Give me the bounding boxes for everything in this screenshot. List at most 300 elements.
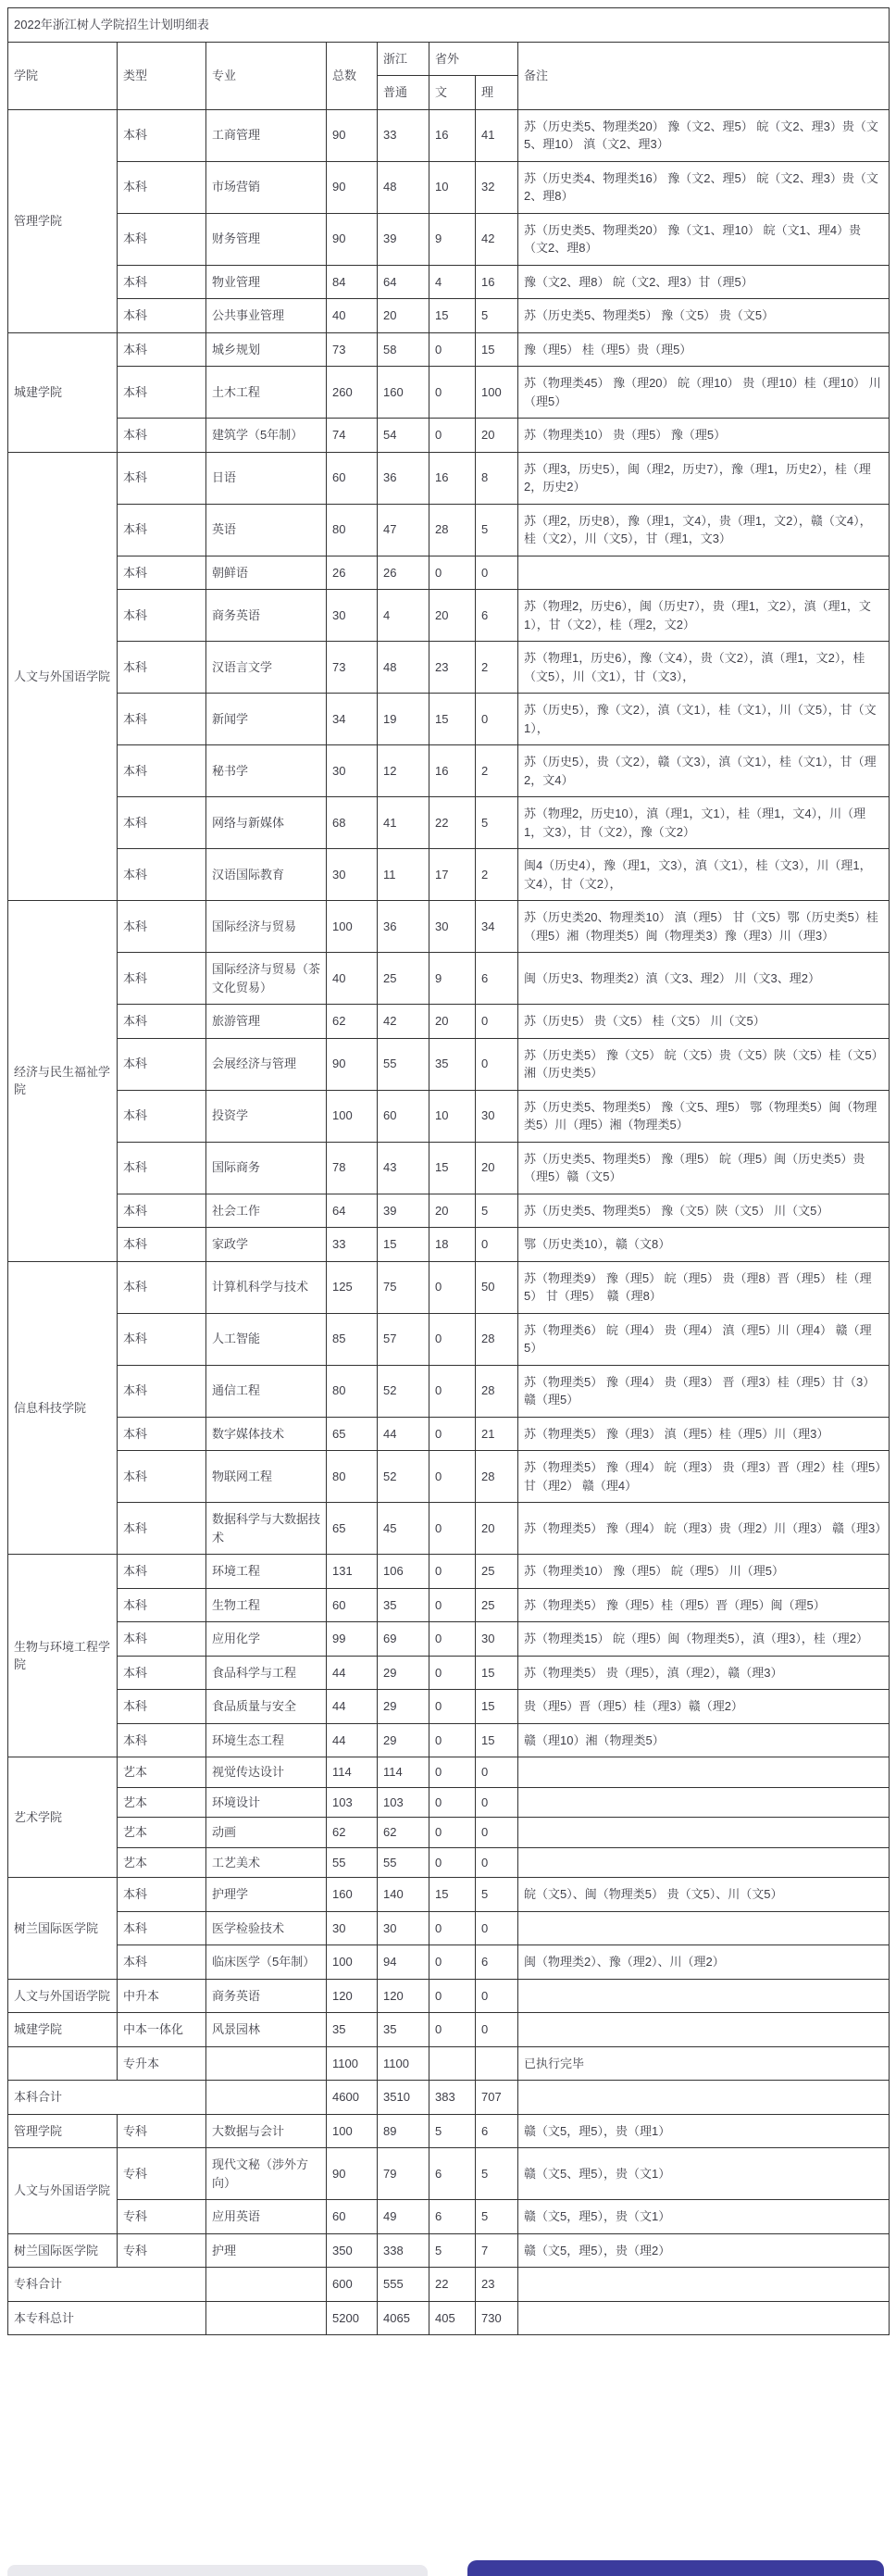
total-cell: 84 — [327, 265, 378, 299]
type-cell: 本科 — [118, 109, 206, 161]
zhejiang-regular-cell: 75 — [378, 1261, 429, 1313]
outside-science-cell: 0 — [476, 1228, 518, 1262]
remark-cell: 苏（理2，历史8），豫（理1，文4），贵（理1，文2），赣（文4），桂（文2），川（文5），甘（理1，文3） — [518, 504, 890, 556]
table-row — [8, 590, 890, 642]
type-cell: 中升本 — [118, 1979, 206, 2013]
zhejiang-regular-cell: 49 — [378, 2200, 429, 2234]
outside-arts-cell: 16 — [429, 452, 476, 504]
major-cell: 护理学 — [206, 1878, 327, 1912]
table-row — [8, 2148, 890, 2200]
summary-row — [8, 2301, 890, 2335]
remark-cell: 豫（理5） 桂（理5）贵（理5） — [518, 332, 890, 367]
outside-science-cell: 100 — [476, 367, 518, 419]
outside-science-cell: 0 — [476, 1911, 518, 1945]
outside-arts-cell: 0 — [429, 1945, 476, 1980]
type-cell: 本科 — [118, 1228, 206, 1262]
major-cell: 计算机科学与技术 — [206, 1261, 327, 1313]
zhejiang-regular-cell: 26 — [378, 556, 429, 590]
type-cell: 本科 — [118, 1417, 206, 1451]
total-cell: 260 — [327, 367, 378, 419]
remark-cell: 苏（历史类4、物理类16） 豫（文2、理5） 皖（文2、理3）贵（文2、理8） — [518, 161, 890, 213]
outside-science-cell: 28 — [476, 1313, 518, 1365]
total-cell: 64 — [327, 1194, 378, 1228]
outside-arts-cell: 15 — [429, 1878, 476, 1912]
total-cell: 65 — [327, 1417, 378, 1451]
outside-science-cell: 28 — [476, 1451, 518, 1503]
zhejiang-regular-cell: 41 — [378, 797, 429, 849]
table-row — [8, 797, 890, 849]
total-cell: 34 — [327, 694, 378, 745]
remark-cell: 苏（历史类5、物理类5） 豫（理5） 皖（理5）闽（历史类5）贵（理5）赣（文5） — [518, 1142, 890, 1194]
table-row — [8, 1723, 890, 1757]
remark-cell: 苏（物理类5） 豫（理5）桂（理5）晋（理5）闽（理5） — [518, 1588, 890, 1622]
zhejiang-regular-cell: 29 — [378, 1690, 429, 1724]
type-cell: 本科 — [118, 694, 206, 745]
outside-arts-cell: 0 — [429, 1417, 476, 1451]
total-cell: 90 — [327, 161, 378, 213]
major-cell: 汉语国际教育 — [206, 849, 327, 901]
table-row — [8, 1787, 890, 1818]
table-row — [8, 452, 890, 504]
remark-cell: 贵（理5）晋（理5）桂（理3）赣（理2） — [518, 1690, 890, 1724]
total-cell: 62 — [327, 1005, 378, 1039]
type-cell: 专科 — [118, 2200, 206, 2234]
type-cell: 本科 — [118, 556, 206, 590]
type-cell: 专升本 — [118, 2046, 206, 2081]
remark-cell: 闽（历史3、物理类2）滇（文3、理2） 川（文3、理2） — [518, 953, 890, 1005]
table-row — [8, 1555, 890, 1589]
outside-arts-cell: 17 — [429, 849, 476, 901]
total-cell: 73 — [327, 642, 378, 694]
zhejiang-regular-cell: 15 — [378, 1228, 429, 1262]
major-cell: 土木工程 — [206, 367, 327, 419]
header-outside: 省外 — [429, 42, 518, 76]
zhejiang-regular-cell: 338 — [378, 2233, 429, 2268]
outside-arts-cell: 15 — [429, 694, 476, 745]
total-cell: 55 — [327, 1847, 378, 1878]
total-cell: 4600 — [327, 2081, 378, 2115]
outside-arts-cell: 9 — [429, 953, 476, 1005]
remark-cell: 苏（物理类5） 贵（理5），滇（理2），赣（理3） — [518, 1656, 890, 1690]
outside-arts-cell: 0 — [429, 1723, 476, 1757]
outside-science-cell: 2 — [476, 642, 518, 694]
major-cell — [206, 2046, 327, 2081]
table-row — [8, 299, 890, 333]
remark-cell: 苏（物理类5） 豫（理4） 皖（理3）贵（理2）川（理3） 赣（理3） — [518, 1503, 890, 1555]
college-cell: 树兰国际医学院 — [8, 1878, 118, 1980]
total-cell: 100 — [327, 901, 378, 953]
outside-arts-cell: 22 — [429, 797, 476, 849]
outside-science-cell: 15 — [476, 1656, 518, 1690]
remark-cell — [518, 1757, 890, 1788]
table-row — [8, 745, 890, 797]
outside-science-cell: 0 — [476, 1787, 518, 1818]
remark-cell: 苏（物理2，历史10），滇（理1，文1），桂（理1，文4），川（理1，文3），甘（文2），豫（文2） — [518, 797, 890, 849]
outside-science-cell: 5 — [476, 797, 518, 849]
table-row — [8, 1878, 890, 1912]
major-cell: 秘书学 — [206, 745, 327, 797]
total-cell: 90 — [327, 2148, 378, 2200]
bottom-left-pill-button[interactable] — [7, 2565, 428, 2576]
outside-science-cell: 0 — [476, 1847, 518, 1878]
remark-cell: 苏（历史5），贵（文2），赣（文3），滇（文1），桂（文1），甘（理2，文4） — [518, 745, 890, 797]
type-cell: 本科 — [118, 1656, 206, 1690]
outside-science-cell: 730 — [476, 2301, 518, 2335]
remark-cell: 苏（物理2，历史6），闽（历史7），贵（理1，文2），滇（理1，文1），甘（文2），桂（理2，文2） — [518, 590, 890, 642]
zhejiang-regular-cell: 35 — [378, 1588, 429, 1622]
total-cell: 100 — [327, 2114, 378, 2148]
remark-cell: 皖（文5）、闽（物理类5） 贵（文5）、川（文5） — [518, 1878, 890, 1912]
major-cell: 数字媒体技术 — [206, 1417, 327, 1451]
type-cell: 本科 — [118, 1622, 206, 1657]
remark-cell: 苏（物理类9） 豫（理5） 皖（理5） 贵（理8）晋（理5） 桂（理5） 甘（理5） 赣（理8） — [518, 1261, 890, 1313]
outside-science-cell: 6 — [476, 1945, 518, 1980]
table-row — [8, 1818, 890, 1848]
remark-cell: 苏（物理类45） 豫（理20） 皖（理10） 贵（理10）桂（理10） 川（理5） — [518, 367, 890, 419]
remark-cell — [518, 1818, 890, 1848]
college-cell: 管理学院 — [8, 109, 118, 332]
total-cell: 60 — [327, 452, 378, 504]
major-cell: 市场营销 — [206, 161, 327, 213]
outside-science-cell: 0 — [476, 694, 518, 745]
outside-science-cell: 6 — [476, 2114, 518, 2148]
zhejiang-regular-cell: 106 — [378, 1555, 429, 1589]
outside-arts-cell: 15 — [429, 299, 476, 333]
outside-science-cell: 15 — [476, 1690, 518, 1724]
type-cell: 本科 — [118, 504, 206, 556]
table-row — [8, 1622, 890, 1657]
outside-science-cell: 707 — [476, 2081, 518, 2115]
plan-table-body — [8, 109, 890, 2335]
outside-science-cell: 0 — [476, 1818, 518, 1848]
table-row — [8, 1656, 890, 1690]
outside-science-cell: 7 — [476, 2233, 518, 2268]
remark-cell — [518, 1979, 890, 2013]
type-cell: 本科 — [118, 367, 206, 419]
remark-cell — [518, 556, 890, 590]
header-zhejiang: 浙江 — [378, 42, 429, 76]
college-cell: 人文与外国语学院 — [8, 2148, 118, 2234]
total-cell: 80 — [327, 504, 378, 556]
table-row — [8, 1945, 890, 1980]
remark-cell: 赣（文5、理5），贵（文1） — [518, 2148, 890, 2200]
type-cell: 本科 — [118, 1313, 206, 1365]
major-cell: 护理 — [206, 2233, 327, 2268]
table-row — [8, 1142, 890, 1194]
major-cell: 朝鲜语 — [206, 556, 327, 590]
major-cell: 英语 — [206, 504, 327, 556]
zhejiang-regular-cell: 3510 — [378, 2081, 429, 2115]
outside-arts-cell: 0 — [429, 1451, 476, 1503]
outside-science-cell: 0 — [476, 1005, 518, 1039]
table-row — [8, 642, 890, 694]
zhejiang-regular-cell: 64 — [378, 265, 429, 299]
college-cell: 信息科技学院 — [8, 1261, 118, 1555]
zhejiang-regular-cell: 55 — [378, 1847, 429, 1878]
total-cell: 90 — [327, 213, 378, 265]
remark-cell: 赣（文5，理5），贵（理2） — [518, 2233, 890, 2268]
major-cell: 大数据与会计 — [206, 2114, 327, 2148]
type-cell: 本科 — [118, 953, 206, 1005]
outside-science-cell: 25 — [476, 1588, 518, 1622]
major-cell — [206, 2301, 327, 2335]
type-cell: 本科 — [118, 1038, 206, 1090]
zhejiang-regular-cell: 35 — [378, 2013, 429, 2047]
zhejiang-regular-cell: 555 — [378, 2268, 429, 2302]
table-row — [8, 1417, 890, 1451]
outside-arts-cell: 5 — [429, 2233, 476, 2268]
outside-science-cell: 20 — [476, 1503, 518, 1555]
outside-arts-cell: 6 — [429, 2148, 476, 2200]
major-cell: 公共事业管理 — [206, 299, 327, 333]
college-cell: 城建学院 — [8, 332, 118, 452]
table-row — [8, 1979, 890, 2013]
zhejiang-regular-cell: 62 — [378, 1818, 429, 1848]
outside-science-cell: 0 — [476, 1038, 518, 1090]
major-cell: 财务管理 — [206, 213, 327, 265]
outside-science-cell: 2 — [476, 849, 518, 901]
total-cell: 62 — [327, 1818, 378, 1848]
type-cell: 专科 — [118, 2114, 206, 2148]
total-cell: 90 — [327, 109, 378, 161]
outside-science-cell: 6 — [476, 953, 518, 1005]
table-row — [8, 1261, 890, 1313]
zhejiang-regular-cell: 36 — [378, 452, 429, 504]
table-row — [8, 1194, 890, 1228]
college-cell: 管理学院 — [8, 2114, 118, 2148]
outside-arts-cell: 0 — [429, 1787, 476, 1818]
total-cell: 90 — [327, 1038, 378, 1090]
remark-cell — [518, 1787, 890, 1818]
zhejiang-regular-cell: 29 — [378, 1723, 429, 1757]
type-cell: 本科 — [118, 1878, 206, 1912]
outside-arts-cell: 9 — [429, 213, 476, 265]
remark-cell: 苏（物理类15） 皖（理5）闽（物理类5），滇（理3），桂（理2） — [518, 1622, 890, 1657]
total-cell: 60 — [327, 2200, 378, 2234]
outside-science-cell: 5 — [476, 2148, 518, 2200]
zhejiang-regular-cell: 140 — [378, 1878, 429, 1912]
remark-cell — [518, 2301, 890, 2335]
remark-cell: 苏（历史5），豫（文2），滇（文1），桂（文1），川（文5），甘（文1）， — [518, 694, 890, 745]
zhejiang-regular-cell: 12 — [378, 745, 429, 797]
outside-arts-cell: 30 — [429, 901, 476, 953]
total-cell: 30 — [327, 590, 378, 642]
table-row — [8, 2013, 890, 2047]
type-cell: 本科 — [118, 1503, 206, 1555]
total-cell: 26 — [327, 556, 378, 590]
summary-row — [8, 2081, 890, 2115]
major-cell: 新闻学 — [206, 694, 327, 745]
table-row — [8, 1690, 890, 1724]
table-row — [8, 2114, 890, 2148]
type-cell: 中本一体化 — [118, 2013, 206, 2047]
college-cell: 人文与外国语学院 — [8, 452, 118, 901]
header-major: 专业 — [206, 42, 327, 109]
total-cell: 131 — [327, 1555, 378, 1589]
remark-cell: 苏（物理类10） 豫（理5） 皖（理5） 川（理5） — [518, 1555, 890, 1589]
outside-arts-cell: 0 — [429, 556, 476, 590]
type-cell: 艺本 — [118, 1818, 206, 1848]
zhejiang-regular-cell: 19 — [378, 694, 429, 745]
zhejiang-regular-cell: 29 — [378, 1656, 429, 1690]
college-cell: 人文与外国语学院 — [8, 1979, 118, 2013]
remark-cell: 苏（历史类20、物理类10） 滇（理5） 甘（文5）鄂（历史类5）桂（理5）湘（物理类5）闽（物理类3）豫（理3）川（理3） — [518, 901, 890, 953]
outside-science-cell — [476, 2046, 518, 2081]
page-title: 2022年浙江树人学院招生计划明细表 — [8, 8, 890, 43]
total-cell: 30 — [327, 849, 378, 901]
outside-arts-cell: 18 — [429, 1228, 476, 1262]
summary-row — [8, 2268, 890, 2302]
type-cell: 本科 — [118, 1911, 206, 1945]
table-row — [8, 849, 890, 901]
type-cell: 本科 — [118, 1945, 206, 1980]
zhejiang-regular-cell: 52 — [378, 1451, 429, 1503]
total-cell: 33 — [327, 1228, 378, 1262]
zhejiang-regular-cell: 30 — [378, 1911, 429, 1945]
outside-science-cell: 20 — [476, 1142, 518, 1194]
remark-cell: 闽（物理类2）、豫（理2）、川（理2） — [518, 1945, 890, 1980]
total-cell: 60 — [327, 1588, 378, 1622]
total-cell: 80 — [327, 1451, 378, 1503]
major-cell: 食品质量与安全 — [206, 1690, 327, 1724]
major-cell: 会展经济与管理 — [206, 1038, 327, 1090]
major-cell: 国际商务 — [206, 1142, 327, 1194]
outside-science-cell: 30 — [476, 1090, 518, 1142]
zhejiang-regular-cell: 4 — [378, 590, 429, 642]
major-cell: 应用英语 — [206, 2200, 327, 2234]
total-cell: 74 — [327, 419, 378, 453]
remark-cell: 豫（文2、理8） 皖（文2、理3）甘（理5） — [518, 265, 890, 299]
outside-science-cell: 6 — [476, 590, 518, 642]
outside-science-cell: 42 — [476, 213, 518, 265]
zhejiang-regular-cell: 4065 — [378, 2301, 429, 2335]
zhejiang-regular-cell: 48 — [378, 161, 429, 213]
zhejiang-regular-cell: 43 — [378, 1142, 429, 1194]
outside-arts-cell: 0 — [429, 1588, 476, 1622]
table-row — [8, 1090, 890, 1142]
major-cell: 通信工程 — [206, 1365, 327, 1417]
outside-arts-cell: 20 — [429, 1005, 476, 1039]
remark-cell: 苏（历史类5） 豫（文5） 皖（文5）贵（文5）陕（文5）桂（文5）湘（历史类5） — [518, 1038, 890, 1090]
outside-arts-cell: 0 — [429, 1313, 476, 1365]
enrollment-plan-table — [7, 7, 890, 2335]
type-cell: 本科 — [118, 642, 206, 694]
college-cell: 艺术学院 — [8, 1757, 118, 1878]
total-cell: 73 — [327, 332, 378, 367]
total-cell: 44 — [327, 1656, 378, 1690]
table-row — [8, 901, 890, 953]
remark-cell: 赣（理10）湘（物理类5） — [518, 1723, 890, 1757]
major-cell: 环境工程 — [206, 1555, 327, 1589]
header-total: 总数 — [327, 42, 378, 109]
remark-cell: 赣（文5，理5），贵（文1） — [518, 2200, 890, 2234]
major-cell: 应用化学 — [206, 1622, 327, 1657]
zhejiang-regular-cell: 48 — [378, 642, 429, 694]
zhejiang-regular-cell: 44 — [378, 1417, 429, 1451]
zhejiang-regular-cell: 60 — [378, 1090, 429, 1142]
zhejiang-regular-cell: 89 — [378, 2114, 429, 2148]
type-cell: 本科 — [118, 213, 206, 265]
major-cell: 食品科学与工程 — [206, 1656, 327, 1690]
major-cell — [206, 2081, 327, 2115]
outside-arts-cell: 10 — [429, 1090, 476, 1142]
major-cell: 环境生态工程 — [206, 1723, 327, 1757]
remark-cell — [518, 1847, 890, 1878]
major-cell: 工商管理 — [206, 109, 327, 161]
major-cell: 商务英语 — [206, 590, 327, 642]
remark-cell: 苏（历史5） 贵（文5） 桂（文5） 川（文5） — [518, 1005, 890, 1039]
total-cell: 99 — [327, 1622, 378, 1657]
zhejiang-regular-cell: 11 — [378, 849, 429, 901]
type-cell: 本科 — [118, 590, 206, 642]
outside-science-cell: 28 — [476, 1365, 518, 1417]
zhejiang-regular-cell: 1100 — [378, 2046, 429, 2081]
header-regular: 普通 — [378, 76, 429, 110]
remark-cell: 苏（物理类10） 贵（理5） 豫（理5） — [518, 419, 890, 453]
outside-science-cell: 21 — [476, 1417, 518, 1451]
table-row — [8, 1503, 890, 1555]
zhejiang-regular-cell: 160 — [378, 367, 429, 419]
zhejiang-regular-cell: 33 — [378, 109, 429, 161]
table-row — [8, 556, 890, 590]
remark-cell: 苏（物理1，历史6），豫（文4），贵（文2），滇（理1，文2），桂（文5），川（文1），甘（文3）， — [518, 642, 890, 694]
major-cell: 商务英语 — [206, 1979, 327, 2013]
remark-cell: 闽4（历史4），豫（理1，文3），滇（文1），桂（文3），川（理1，文4），甘（文2）， — [518, 849, 890, 901]
major-cell: 旅游管理 — [206, 1005, 327, 1039]
page — [0, 7, 896, 2576]
zhejiang-regular-cell: 79 — [378, 2148, 429, 2200]
table-row — [8, 265, 890, 299]
remark-cell: 苏（历史类5、物理类5） 豫（文5） 贵（文5） — [518, 299, 890, 333]
type-cell: 本科 — [118, 1451, 206, 1503]
outside-science-cell: 0 — [476, 1757, 518, 1788]
total-cell: 85 — [327, 1313, 378, 1365]
outside-arts-cell: 5 — [429, 2114, 476, 2148]
outside-arts-cell: 23 — [429, 642, 476, 694]
type-cell: 本科 — [118, 452, 206, 504]
outside-science-cell: 15 — [476, 1723, 518, 1757]
remark-cell: 苏（历史类5、物理类5） 豫（文5）陕（文5） 川（文5） — [518, 1194, 890, 1228]
total-cell: 100 — [327, 1090, 378, 1142]
major-cell: 国际经济与贸易（茶文化贸易） — [206, 953, 327, 1005]
major-cell: 汉语言文学 — [206, 642, 327, 694]
outside-science-cell: 5 — [476, 504, 518, 556]
college-cell: 树兰国际医学院 — [8, 2233, 118, 2268]
outside-arts-cell — [429, 2046, 476, 2081]
college-cell — [8, 2046, 118, 2081]
remark-cell: 苏（历史类5、物理类5） 豫（文5、理5） 鄂（物理类5）闽（物理类5）川（理5）湘（物理类5） — [518, 1090, 890, 1142]
major-cell: 社会工作 — [206, 1194, 327, 1228]
type-cell: 本科 — [118, 1690, 206, 1724]
outside-science-cell: 5 — [476, 2200, 518, 2234]
table-row — [8, 161, 890, 213]
outside-science-cell: 30 — [476, 1622, 518, 1657]
college-cell: 经济与民生福祉学院 — [8, 901, 118, 1262]
outside-arts-cell: 0 — [429, 1622, 476, 1657]
remark-cell — [518, 1911, 890, 1945]
total-cell: 160 — [327, 1878, 378, 1912]
major-cell: 日语 — [206, 452, 327, 504]
outside-arts-cell: 0 — [429, 1911, 476, 1945]
type-cell: 本科 — [118, 901, 206, 953]
type-cell: 本科 — [118, 1588, 206, 1622]
outside-arts-cell: 0 — [429, 419, 476, 453]
header-row-1 — [8, 42, 890, 76]
table-row — [8, 1005, 890, 1039]
header-college: 学院 — [8, 42, 118, 109]
total-cell: 40 — [327, 953, 378, 1005]
major-cell: 人工智能 — [206, 1313, 327, 1365]
